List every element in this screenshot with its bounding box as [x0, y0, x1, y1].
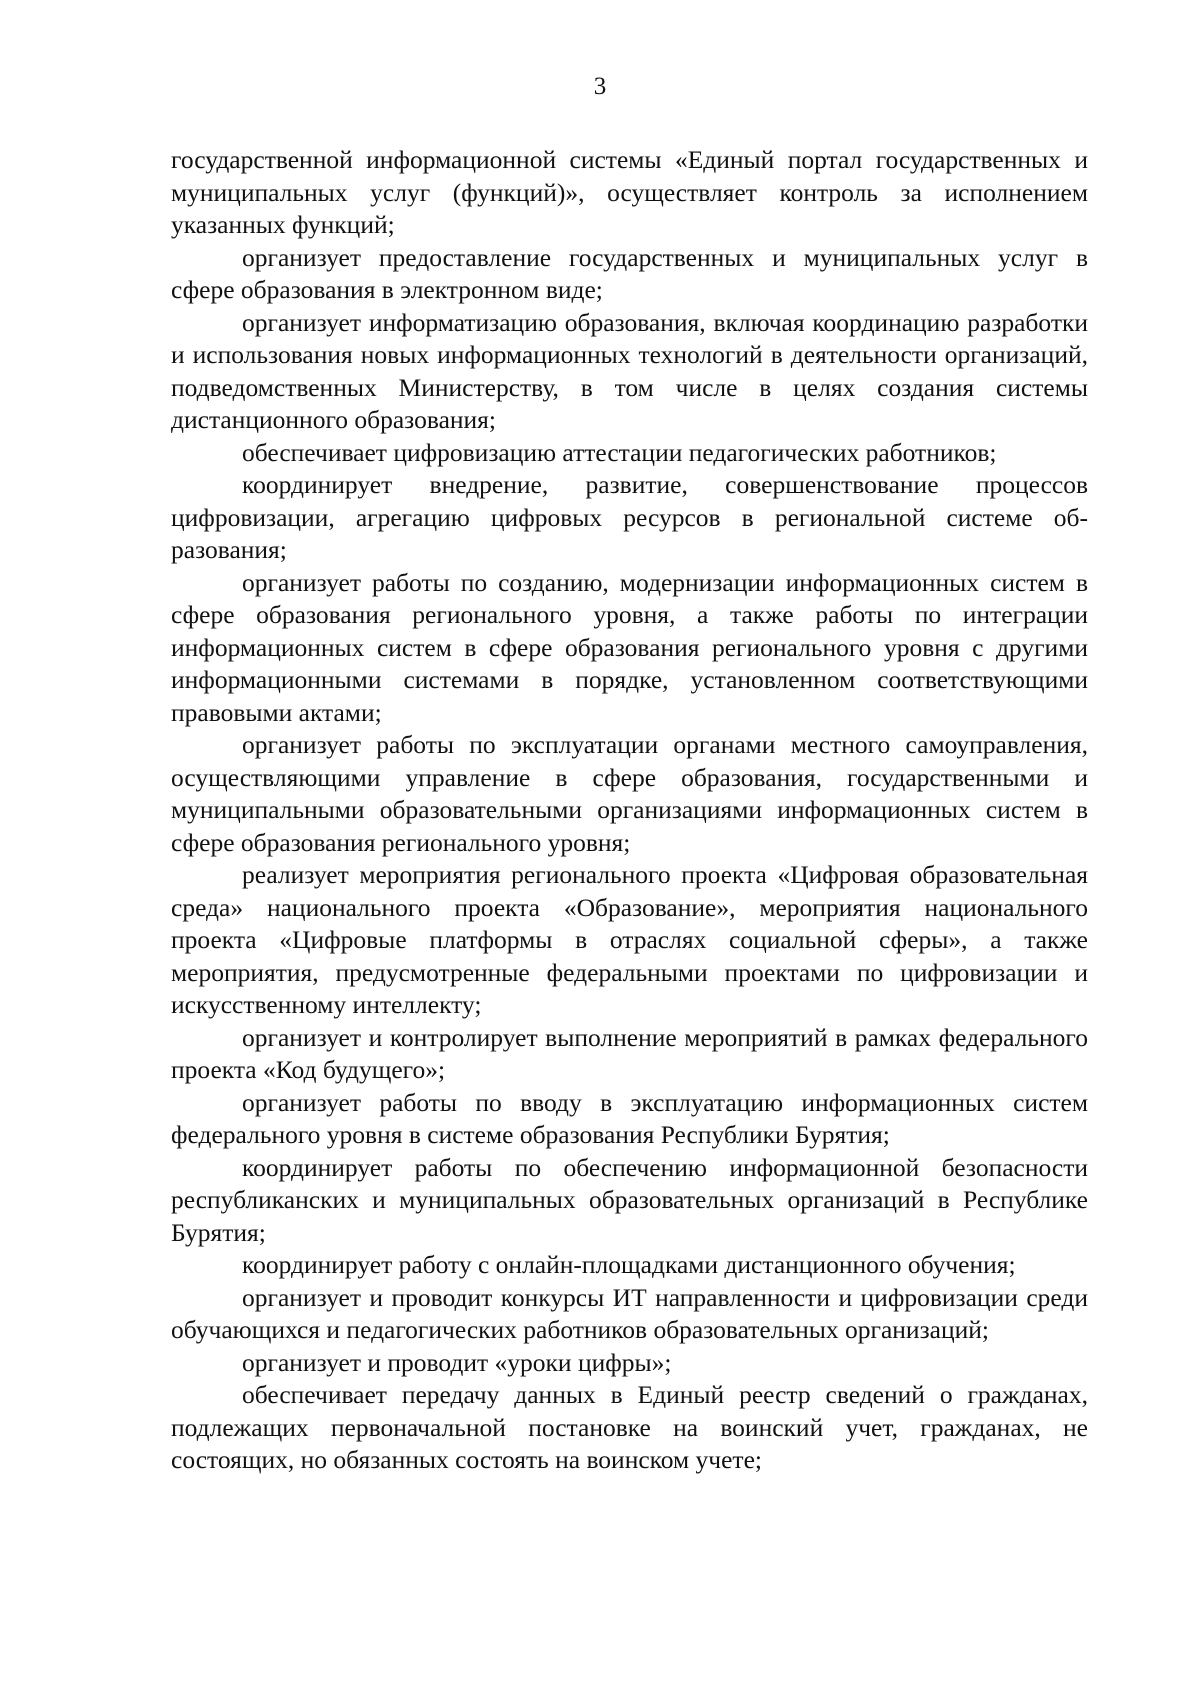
- paragraph-information-systems-operation: организует работы по эксплуатации органами местного самоуправления, осуществляющими управление в сфере образования, государственными и муниципальными образовательными организациями информационных систем в сфере образования регионального уровня;: [171, 730, 1088, 857]
- paragraph-military-registry: обеспечивает передачу данных в Единый реестр сведений о гражданах, подлежащих первоначальной постановке на воинский учет, гражданах, не состоящих, но обязанных состоять на воинском учете;: [171, 1380, 1088, 1474]
- paragraph-egpu-continuation: государственной информационной системы «Единый портал государственных и муниципальных услуг (функций)», осуществляет контроль за исполнением указанных функций;: [171, 145, 1088, 239]
- paragraph-code-of-future: организует и контролирует выполнение мероприятий в рамках федерального проекта «Код будущего»;: [171, 1022, 1088, 1084]
- paragraph-informatization: организует информатизацию образования, включая координацию разработки и использования новых информационных технологий в деятельности организаций, подведомственных Министерству, в том числе в целях создания системы дистанционного образования;: [171, 307, 1088, 434]
- paragraph-information-systems-creation: организует работы по созданию, модернизации информационных систем в сфере образования регионального уровня, а также работы по интеграции информационных систем в сфере образования регионального уровня с другими информационными системами в порядке, установленном соответствующими правовыми актами;: [171, 567, 1088, 727]
- paragraph-digit-lessons: организует и проводит «уроки цифры»;: [242, 1347, 672, 1377]
- paragraph-digitalization-coordination: координирует внедрение, развитие, совершенствование процессов цифровизации, агрегацию цифровых ресурсов в региональной системе образования;: [171, 470, 1088, 564]
- paragraph-attestation-digitalization: обеспечивает цифровизацию аттестации педагогических работников;: [242, 437, 997, 467]
- page-number: 3: [593, 73, 607, 100]
- paragraph-federal-systems: организует работы по вводу в эксплуатацию информационных систем федерального уровня в системе образования Республики Бурятия;: [171, 1087, 1088, 1149]
- paragraph-online-platforms: координирует работу с онлайн-площадками дистанционного обучения;: [242, 1250, 1016, 1279]
- paragraph-electronic-services: организует предоставление государственных и муниципальных услуг в сфере образования в электронном виде;: [171, 242, 1088, 304]
- document-body: [171, 144, 1088, 1477]
- paragraph-it-contests: организует и проводит конкурсы ИТ направленности и цифровизации среди обучающихся и педагогических работников образовательных организаций;: [171, 1282, 1088, 1344]
- paragraph-national-projects: реализует мероприятия регионального проекта «Цифровая образовательная среда» национального проекта «Образование», мероприятия национального проекта «Цифровые платформы в отраслях социальной сферы», а также мероприятия, предусмотренные федеральными проектами по цифровизации и искусственному интеллекту;: [171, 860, 1088, 1019]
- paragraph-information-security: координирует работы по обеспечению информационной безопасности республиканских и муниципальных образовательных организаций в Республике Бурятия;: [171, 1152, 1088, 1247]
